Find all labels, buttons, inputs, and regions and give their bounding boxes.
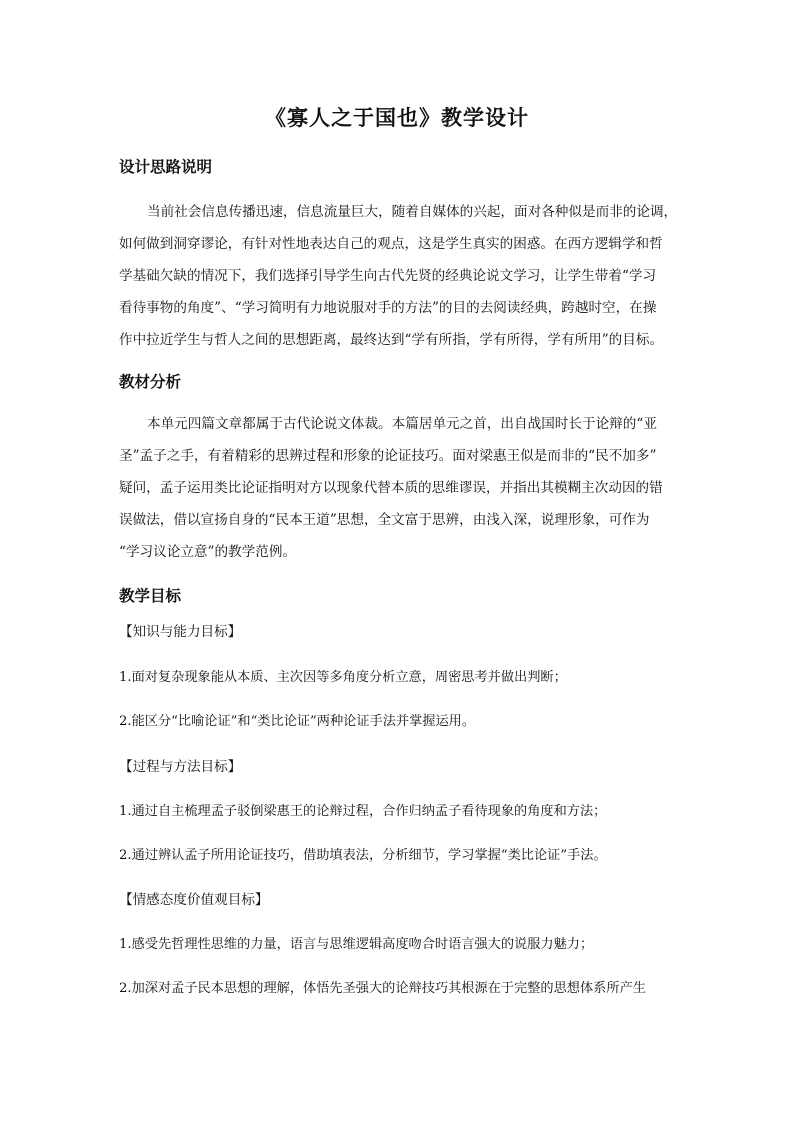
paragraph-line: 如何做到洞穿谬论，有针对性地表达自己的观点，这是学生真实的困惑。在西方逻辑学和哲	[119, 236, 663, 252]
section-heading-design-rationale: 设计思路说明	[119, 158, 213, 176]
goal-item: 1.通过自主梳理孟子驳倒梁惠王的论辩过程，合作归纳孟子看待现象的角度和方法；	[119, 804, 607, 819]
goal-item: 1.感受先哲理性思维的力量，语言与思维逻辑高度吻合时语言强大的说服力魅力；	[119, 937, 594, 952]
goal-item: 2.加深对孟子民本思想的理解，体悟先圣强大的论辩技巧其根源在于完整的思想体系所产生	[119, 981, 646, 996]
section-heading-teaching-goals: 教学目标	[119, 587, 182, 605]
goal-item: 1.面对复杂现象能从本质、主次因等多角度分析立意，周密思考并做出判断；	[119, 670, 567, 685]
paragraph-design-rationale	[119, 196, 677, 356]
goal-group-label: 【过程与方法目标】	[119, 759, 242, 775]
paragraph-line: 误做法，借以宣扬自身的“民本王道”思想，全文富于思辨，由浅入深，说理形象，可作为	[119, 512, 650, 528]
paragraph-line: 当前社会信息传播迅速，信息流量巨大，随着自媒体的兴起，面对各种似是而非的论调，	[147, 204, 678, 220]
document-title: 《寡人之于国也》教学设计	[265, 105, 529, 130]
paragraph-material-analysis	[119, 408, 677, 568]
paragraph-line: 学基础欠缺的情况下，我们选择引导学生向古代先贤的经典论说文学习，让学生带着“学习	[119, 268, 657, 284]
goal-item: 2.能区分“比喻论证”和“类比论证”两种论证手法并掌握运用。	[119, 714, 476, 729]
section-heading-material-analysis: 教材分析	[119, 373, 182, 391]
paragraph-line: 看待事物的角度”、“学习简明有力地说服对手的方法”的目的去阅读经典，跨越时空，在操	[119, 300, 657, 316]
paragraph-line: 作中拉近学生与哲人之间的思想距离，最终达到“学有所指，学有所得，学有所用”的目标。	[119, 332, 664, 348]
goal-item: 2.通过辨认孟子所用论证技巧，借助填表法，分析细节，学习掌握“类比论证”手法。	[119, 848, 607, 863]
goal-group-label: 【情感态度价值观目标】	[119, 892, 269, 908]
paragraph-line: 圣”孟子之手，有着精彩的思辨过程和形象的论证技巧。面对梁惠王似是而非的“民不加多”	[119, 448, 657, 464]
paragraph-line: 疑问，孟子运用类比论证指明对方以现象代替本质的思维谬误，并指出其模糊主次动因的错	[119, 480, 663, 496]
goal-group-label: 【知识与能力目标】	[119, 624, 242, 640]
paragraph-line: 本单元四篇文章都属于古代论说文体裁。本篇居单元之首，出自战国时长于论辩的“亚	[147, 416, 657, 432]
paragraph-line: “学习议论立意”的教学范例。	[119, 544, 297, 560]
